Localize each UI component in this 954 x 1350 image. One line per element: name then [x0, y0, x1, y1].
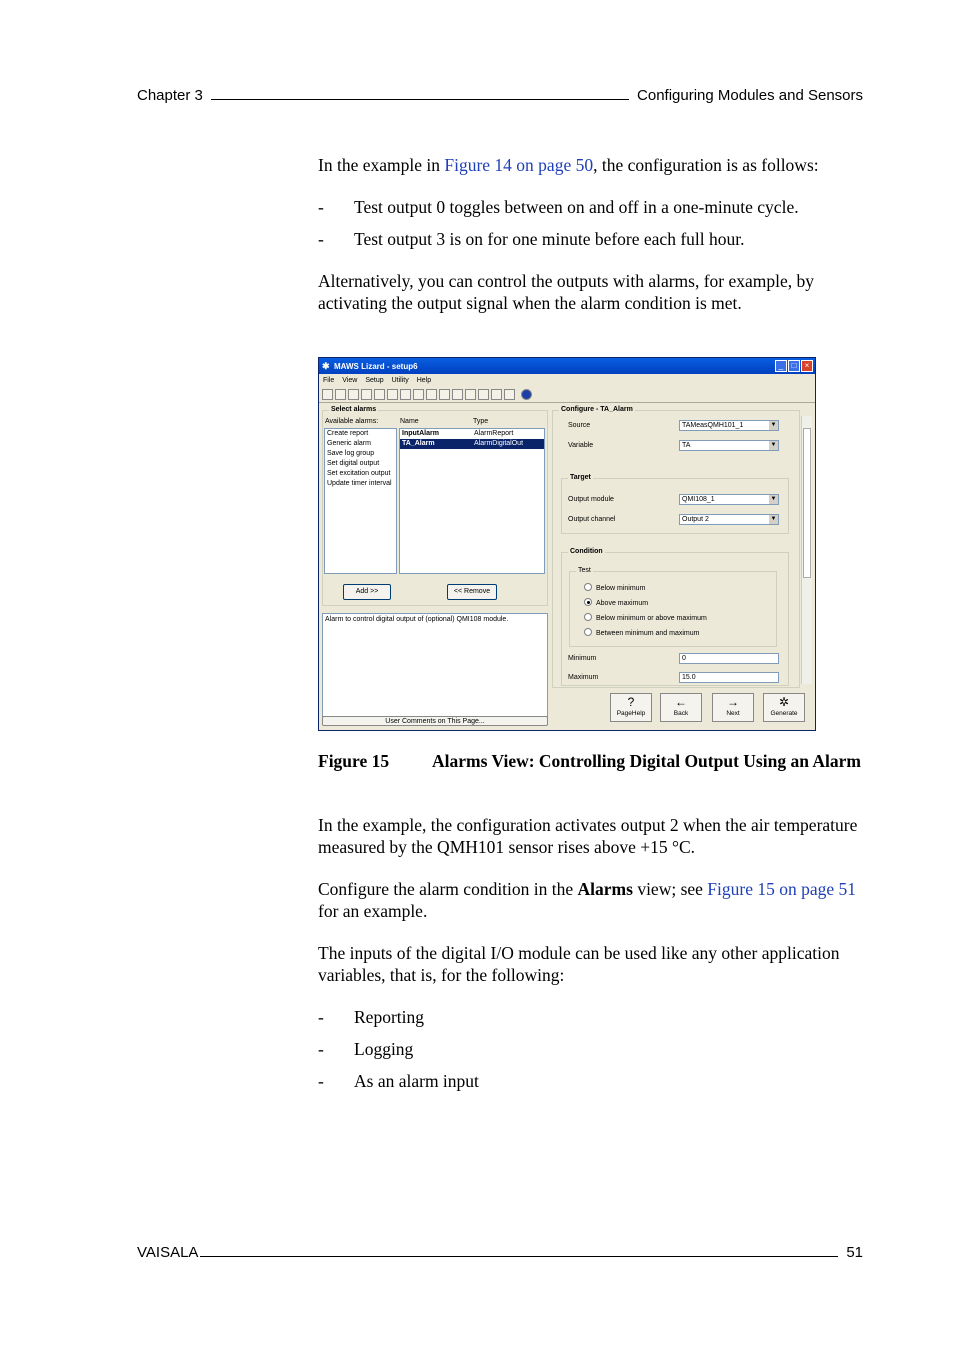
figure-14-link[interactable]: Figure 14 on page 50: [444, 155, 594, 175]
arrow-left-icon: ←: [675, 695, 687, 709]
page-number: 51: [846, 1244, 863, 1261]
toolbar-button[interactable]: [426, 389, 437, 400]
chevron-down-icon: ▼: [770, 442, 777, 448]
paragraph-inputs: The inputs of the digital I/O module can be used like any other application variables, that is, for the following:: [318, 943, 840, 985]
menu-view[interactable]: View: [342, 376, 358, 384]
list-item[interactable]: Set digital output: [327, 460, 380, 467]
user-comments-button[interactable]: User Comments on This Page...: [322, 716, 548, 726]
chapter-label: Chapter 3: [137, 87, 203, 104]
chevron-down-icon: ▼: [770, 496, 777, 502]
radio-below-or-above[interactable]: Below minimum or above maximum: [584, 613, 707, 622]
maximum-label: Maximum: [568, 674, 599, 681]
menu-setup[interactable]: Setup: [365, 376, 384, 384]
scrollbar-thumb[interactable]: [803, 428, 811, 578]
remove-button[interactable]: << Remove: [447, 584, 497, 600]
toolbar-button[interactable]: [439, 389, 450, 400]
footer-rule: [200, 1245, 838, 1257]
name-column-header: Name: [400, 418, 419, 425]
toolbar-button[interactable]: [413, 389, 424, 400]
target-group: Target: [561, 478, 789, 534]
radio-between[interactable]: Between minimum and maximum: [584, 628, 699, 637]
toolbar-button[interactable]: [322, 389, 333, 400]
lizard-app-icon: ✱: [322, 360, 330, 371]
toolbar-button[interactable]: [465, 389, 476, 400]
condition-group: Condition: [561, 552, 789, 686]
toolbar-button[interactable]: [387, 389, 398, 400]
radio-above-maximum[interactable]: Above maximum: [584, 598, 648, 607]
configure-scrollbar[interactable]: [801, 416, 812, 684]
source-label: Source: [568, 422, 591, 429]
output-channel-label: Output channel: [568, 516, 616, 523]
output-module-label: Output module: [568, 496, 614, 503]
radio-below-minimum[interactable]: Below minimum: [584, 583, 645, 592]
toolbar-button[interactable]: [361, 389, 372, 400]
toolbar-button[interactable]: [335, 389, 346, 400]
configured-alarms-list[interactable]: [399, 428, 545, 574]
chevron-down-icon: ▼: [770, 422, 777, 428]
list-item[interactable]: Save log group: [327, 450, 375, 457]
menu-help[interactable]: Help: [416, 376, 432, 384]
table-row[interactable]: InputAlarm AlarmReport: [402, 430, 514, 437]
window-title: MAWS Lizard - setup6: [334, 361, 418, 371]
toolbar-button[interactable]: [452, 389, 463, 400]
toolbar-button[interactable]: [374, 389, 385, 400]
type-column-header: Type: [473, 418, 489, 425]
info-icon[interactable]: [521, 389, 532, 400]
toolbar-button[interactable]: [491, 389, 502, 400]
maximum-input[interactable]: 15.0: [679, 672, 779, 683]
available-alarms-label: Available alarms:: [325, 418, 379, 425]
paragraph-example: In the example, the configuration activates output 2 when the air temperature measured by the QMH101 sensor rises above +15 °C.: [318, 815, 858, 857]
output-module-select[interactable]: QMI108_1 ▼: [679, 494, 779, 505]
test-group: Test: [569, 571, 777, 647]
page-header: [137, 87, 863, 104]
toolbar-button[interactable]: [478, 389, 489, 400]
paragraph-alternatively: Alternatively, you can control the outputs with alarms, for example, by activating the output signal when the alarm condition is met.: [318, 271, 815, 313]
figure-15-link[interactable]: Figure 15 on page 51: [707, 879, 857, 899]
pagehelp-icon: ?: [627, 695, 635, 709]
toolbar: [319, 386, 815, 403]
section-title: Configuring Modules and Sensors: [637, 87, 863, 104]
list-item[interactable]: Generic alarm: [327, 440, 371, 447]
table-row[interactable]: TA_Alarm AlarmDigitalOut: [400, 439, 544, 449]
chevron-down-icon: ▼: [770, 516, 777, 522]
pagehelp-button[interactable]: ? PageHelp: [610, 693, 652, 722]
header-rule: [211, 88, 629, 100]
generate-button[interactable]: ✲ Generate: [763, 693, 805, 722]
minimum-label: Minimum: [568, 655, 597, 662]
page-footer: [137, 1244, 863, 1261]
toolbar-button[interactable]: [400, 389, 411, 400]
menu-utility[interactable]: Utility: [391, 376, 409, 384]
toolbar-button[interactable]: [348, 389, 359, 400]
back-button[interactable]: ← Back: [660, 693, 702, 722]
menu-bar: [319, 374, 815, 386]
available-alarms-list[interactable]: [324, 428, 397, 574]
figure-title: Alarms View: Controlling Digital Output Using an Alarm: [432, 751, 861, 771]
close-button[interactable]: ×: [801, 360, 813, 372]
add-button[interactable]: Add >>: [343, 584, 391, 600]
paragraph-configure: Configure the alarm condition in the Alarms view; see Figure 15 on page 51 for an example.: [318, 879, 857, 921]
minimum-input[interactable]: 0: [679, 653, 779, 664]
arrow-right-icon: →: [727, 695, 739, 709]
generate-icon: ✲: [778, 695, 790, 709]
variable-label: Variable: [568, 442, 594, 449]
list-item[interactable]: Create report: [327, 430, 369, 437]
list-item[interactable]: Update timer interval: [327, 480, 392, 487]
comments-textarea[interactable]: Alarm to control digital output of (optional) QMI108 module.: [322, 613, 548, 717]
maximize-button[interactable]: □: [788, 360, 800, 372]
window-titlebar: [319, 358, 815, 374]
configure-group: Configure - TA_Alarm: [552, 410, 800, 688]
toolbar-button[interactable]: [504, 389, 515, 400]
minimize-button[interactable]: _: [775, 360, 787, 372]
figure-number: Figure 15: [318, 751, 390, 771]
source-select[interactable]: TAMeasQMH101_1 ▼: [679, 420, 779, 431]
maws-lizard-screenshot: [318, 357, 816, 731]
select-alarms-group: Select alarms: [322, 410, 548, 606]
list-item[interactable]: Set excitation output: [327, 470, 391, 477]
output-channel-select[interactable]: Output 2 ▼: [679, 514, 779, 525]
next-button[interactable]: → Next: [712, 693, 754, 722]
brand-name: VAISALA: [137, 1244, 199, 1261]
paragraph-intro: In the example in Figure 14 on page 50, the configuration is as follows:: [318, 155, 819, 175]
menu-file[interactable]: File: [323, 376, 335, 384]
variable-select[interactable]: TA ▼: [679, 440, 779, 451]
